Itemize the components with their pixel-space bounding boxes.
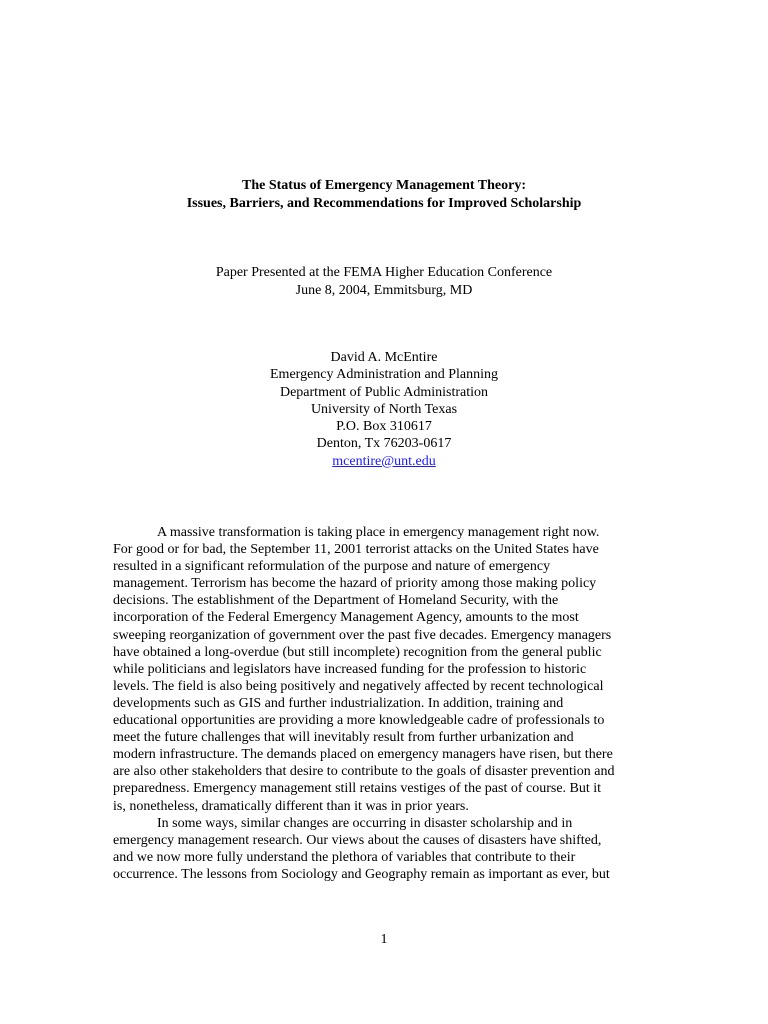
author-email-link[interactable]: mcentire@unt.edu xyxy=(332,453,436,469)
author-program: Emergency Administration and Planning xyxy=(270,367,498,383)
body-line: developments such as GIS and further industrialization. In addition, training and xyxy=(113,695,564,711)
author-po-box: P.O. Box 310617 xyxy=(336,419,432,435)
author-name: David A. McEntire xyxy=(330,350,438,365)
page-number: 1 xyxy=(380,932,388,947)
body-line: while politicians and legislators have increased funding for the profession to historic xyxy=(113,661,587,677)
body-line: have obtained a long-overdue (but still incomplete) recognition from the general public xyxy=(113,644,602,660)
body-line: resulted in a significant reformulation of the purpose and nature of emergency xyxy=(113,559,551,575)
body-line: A massive transformation is taking place in emergency management right now. xyxy=(157,525,600,540)
paper-title xyxy=(0,177,768,213)
body-line: preparedness. Emergency management still retains vestiges of the past of course. But it xyxy=(113,781,602,797)
body-line: meet the future challenges that will inevitably result from further urbanization and xyxy=(113,730,574,746)
body-line: management. Terrorism has become the hazard of priority among those making policy xyxy=(113,576,597,592)
body-line: In some ways, similar changes are occurring in disaster scholarship and in xyxy=(157,815,573,831)
title-line-2: Issues, Barriers, and Recommendations for Improved Scholarship xyxy=(186,196,582,211)
author-department: Department of Public Administration xyxy=(279,384,489,400)
body-line: levels. The field is also being positively and negatively affected by recent technological xyxy=(113,678,604,694)
body-line: For good or for bad, the September 11, 2001 terrorist attacks on the United States have xyxy=(113,542,599,558)
conference-info xyxy=(0,264,768,299)
body-line: is, nonetheless, dramatically different than it was in prior years. xyxy=(113,798,469,814)
author-city: Denton, Tx 76203-0617 xyxy=(316,436,452,452)
body-line: educational opportunities are providing a more knowledgeable cadre of professionals to xyxy=(113,713,605,729)
body-text xyxy=(113,524,673,883)
body-line: decisions. The establishment of the Department of Homeland Security, with the xyxy=(113,593,559,609)
body-line: sweeping reorganization of government over the past five decades. Emergency managers xyxy=(113,627,612,643)
body-line: incorporation of the Federal Emergency Management Agency, amounts to the most xyxy=(113,610,579,626)
body-line: and we now more fully understand the plethora of variables that contribute to their xyxy=(113,849,576,865)
author-info xyxy=(0,349,768,470)
conference-line-2: June 8, 2004, Emmitsburg, MD xyxy=(295,282,473,298)
body-line: modern infrastructure. The demands placed on emergency managers have risen, but there xyxy=(113,747,613,763)
conference-line-1: Paper Presented at the FEMA Higher Education Conference xyxy=(215,265,553,280)
body-line: are also other stakeholders that desire to contribute to the goals of disaster prevention and xyxy=(113,764,615,780)
title-line-1: The Status of Emergency Management Theory: xyxy=(242,178,526,193)
body-line: emergency management research. Our views about the causes of disasters have shifted, xyxy=(113,832,602,848)
body-line: occurrence. The lessons from Sociology and Geography remain as important as ever, but xyxy=(113,866,610,882)
author-university: University of North Texas xyxy=(310,401,458,417)
